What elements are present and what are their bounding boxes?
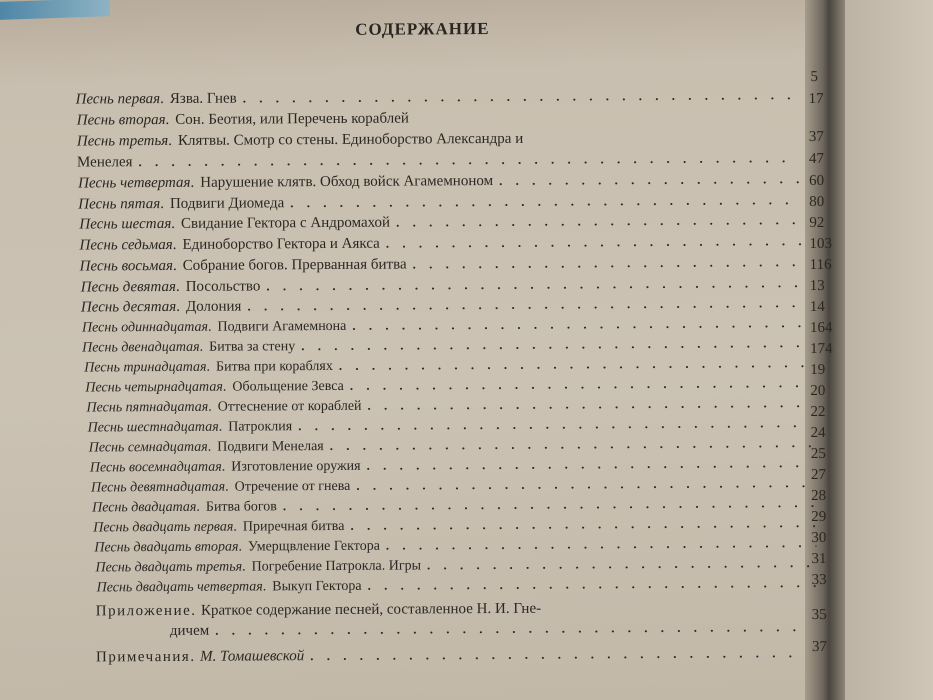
toc-entry: Песнь восьмая . Собрание богов. Прерванная битва . . . xyxy=(80,254,810,278)
toc-entry: Песнь десятая . Долония . . . xyxy=(81,295,811,319)
song-title: Сон. Беотия, или Перечень кораблей xyxy=(175,110,409,128)
song-title: Подвиги Агамемнона xyxy=(217,318,347,335)
toc-page-number: 29 xyxy=(811,508,827,526)
toc-entry: Песнь девятнадцатая . Отречение от гнева . . . xyxy=(91,475,821,499)
song-label: Песнь четырнадцатая xyxy=(85,379,223,396)
toc-entry: Песнь пятая . Подвиги Диомеда . . . xyxy=(78,192,808,216)
song-label: Песнь тринадцатая xyxy=(84,359,207,376)
appendix-label: Приложение xyxy=(95,602,192,620)
song-title: Погребение Патрокла. Игры xyxy=(251,558,422,575)
toc-page-number: 31 xyxy=(811,550,827,568)
toc-page-number: 25 xyxy=(810,445,826,463)
toc-heading: СОДЕРЖАНИЕ xyxy=(355,19,490,39)
toc-page-number: 37 xyxy=(811,638,828,656)
toc-entry: Песнь двенадцатая . Битва за стену . . . xyxy=(82,335,812,359)
toc-page-number: 60 xyxy=(809,172,825,190)
toc-entry: Песнь восемнадцатая . Изготовление оружия . . . xyxy=(90,455,820,479)
toc-entry: Песнь двадцать четвертая . Выкуп Гектора . . . xyxy=(97,575,827,599)
toc-entry: Песнь двадцать вторая . Умерщвление Гектора . . . xyxy=(94,535,824,559)
toc-page-number: 30 xyxy=(811,529,827,547)
notes-label: Примечания xyxy=(95,648,191,666)
song-title: Битва богов xyxy=(205,499,277,515)
song-title: Отречение от гнева xyxy=(234,478,351,495)
song-label: Песнь третья xyxy=(76,132,169,150)
song-title: Обольщение Зевса xyxy=(232,378,344,395)
song-title: Клятвы. Смотр со стены. Единоборство Александра и xyxy=(177,130,524,149)
song-label: Песнь четвертая xyxy=(78,174,191,192)
song-title: Умерщвление Гектора xyxy=(247,538,380,555)
song-label: Песнь шестая xyxy=(79,215,172,233)
song-title: Единоборство Гектора и Аякса xyxy=(182,235,380,253)
song-title: Битва при кораблях xyxy=(215,358,333,375)
toc-page-number: 22 xyxy=(810,403,826,421)
toc-page-number: 20 xyxy=(810,382,826,400)
toc-page-number: 103 xyxy=(809,235,833,253)
song-title-continued: Менелея xyxy=(76,154,133,171)
notes-author: М. Томашевской xyxy=(200,648,305,665)
toc-page-number: 24 xyxy=(810,424,826,442)
song-label: Песнь девятая xyxy=(80,278,176,296)
toc-page-number: 28 xyxy=(810,487,827,505)
toc-appendix-continued xyxy=(170,619,810,643)
toc-page-number: 164 xyxy=(809,319,833,337)
song-label: Песнь седьмая xyxy=(79,236,173,254)
toc-entry: Песнь двадцать первая . Приречная битва . . . xyxy=(93,515,823,539)
toc-entry: Песнь одиннадцатая . Подвиги Агамемнона . . . xyxy=(82,315,812,339)
song-label: Песнь шестнадцатая xyxy=(87,419,219,436)
toc-entry: Песнь пятнадцатая . Оттеснение от кораблей . . . xyxy=(86,395,816,419)
toc-entry: Песнь тринадцатая . Битва при кораблях . . . xyxy=(84,355,814,379)
song-title: Язва. Гнев xyxy=(169,90,237,107)
song-title: Выкуп Гектора xyxy=(272,578,362,595)
song-label: Песнь двенадцатая xyxy=(82,339,200,356)
toc-entry: Песнь третья . Клятвы. Смотр со стены. Единоборство Александра и xyxy=(76,130,524,150)
song-label: Песнь одиннадцатая xyxy=(81,319,209,336)
song-label: Песнь девятнадцатая xyxy=(90,479,226,496)
toc-page-number: 92 xyxy=(809,214,825,232)
song-title: Патроклия xyxy=(228,419,293,435)
toc-entry: Песнь седьмая . Единоборство Гектора и Аякса . . . xyxy=(79,233,809,257)
toc-entry: Песнь вторая . Сон. Беотия, или Перечень кораблей xyxy=(76,110,409,129)
toc-entry: Песнь шестая . Свидание Гектора с Андромахой . . . xyxy=(79,212,809,236)
toc-page-number: 35 xyxy=(811,606,827,624)
toc-notes: Примечания . М. Томашевской . . . xyxy=(96,645,810,669)
toc-page-number: 47 xyxy=(808,150,825,168)
song-label: Песнь пятая xyxy=(78,196,161,213)
toc-entry: Песнь первая . Язва. Гнев . . . xyxy=(76,87,806,111)
song-label: Песнь двадцатая xyxy=(92,499,197,516)
toc-appendix: Приложение . Краткое содержание песней, составленное Н. И. Гне- xyxy=(95,600,542,620)
toc-entry: Песнь семнадцатая . Подвиги Менелая . . . xyxy=(89,435,819,459)
song-title: Нарушение клятв. Обход войск Агамемноном xyxy=(200,172,494,191)
song-label: Песнь пятнадцатая xyxy=(86,399,209,416)
song-label: Песнь восемнадцатая xyxy=(89,459,222,476)
toc-page-number: 5 xyxy=(810,69,819,86)
appendix-title-continued: дичем xyxy=(169,622,210,639)
toc-page-number: 174 xyxy=(810,340,833,358)
toc-entry: Песнь шестнадцатая . Патроклия . . . xyxy=(88,415,818,439)
toc-page-number: 19 xyxy=(810,361,826,379)
song-title: Свидание Гектора с Андромахой xyxy=(180,214,391,232)
song-label: Песнь вторая xyxy=(76,111,166,129)
song-label: Песнь восьмая xyxy=(79,257,173,275)
toc-page-number: 17 xyxy=(808,90,824,108)
song-title: Посольство xyxy=(185,278,261,295)
song-title: Изготовление оружия xyxy=(231,458,361,475)
song-title: Долония xyxy=(185,298,242,315)
toc-entry: Песнь двадцатая . Битва богов . . . xyxy=(92,495,822,519)
song-title: Битва за стену xyxy=(209,339,296,355)
song-title: Оттеснение от кораблей xyxy=(217,398,362,415)
song-title: Подвиги Менелая xyxy=(217,439,324,455)
song-label: Песнь двадцать первая xyxy=(93,519,234,536)
toc-entry: Песнь двадцать третья . Погребение Патрокла. Игры . . . xyxy=(95,555,825,579)
toc-page-number: 33 xyxy=(811,571,827,589)
toc-page-number: 116 xyxy=(809,256,832,274)
song-label: Песнь десятая xyxy=(80,298,177,316)
song-label: Песнь первая xyxy=(75,91,161,108)
song-title: Приречная битва xyxy=(242,518,345,535)
toc-page-number: 14 xyxy=(809,298,825,316)
song-label: Песнь двадцать вторая xyxy=(94,539,239,556)
song-label: Песнь двадцать третья xyxy=(95,559,243,576)
toc-entry: Песнь девятая . Посольство . . . xyxy=(81,275,811,299)
toc-entry: Песнь четырнадцатая . Обольщение Зевса . . . xyxy=(85,375,815,399)
appendix-title: Краткое содержание песней, составленное Н. И. Гне- xyxy=(200,600,542,619)
toc-entry: Песнь четвертая . Нарушение клятв. Обход войск Агамемноном . . . xyxy=(78,171,808,195)
song-title: Собрание богов. Прерванная битва xyxy=(182,256,407,274)
song-label: Песнь семнадцатая xyxy=(88,439,208,456)
toc-page-number: 37 xyxy=(808,128,824,146)
toc-page-number: 27 xyxy=(810,466,826,484)
toc-page-number: 13 xyxy=(809,277,825,295)
toc-page-number: 80 xyxy=(809,193,825,211)
song-label: Песнь двадцать четвертая xyxy=(96,579,263,596)
song-title: Подвиги Диомеда xyxy=(169,195,285,212)
